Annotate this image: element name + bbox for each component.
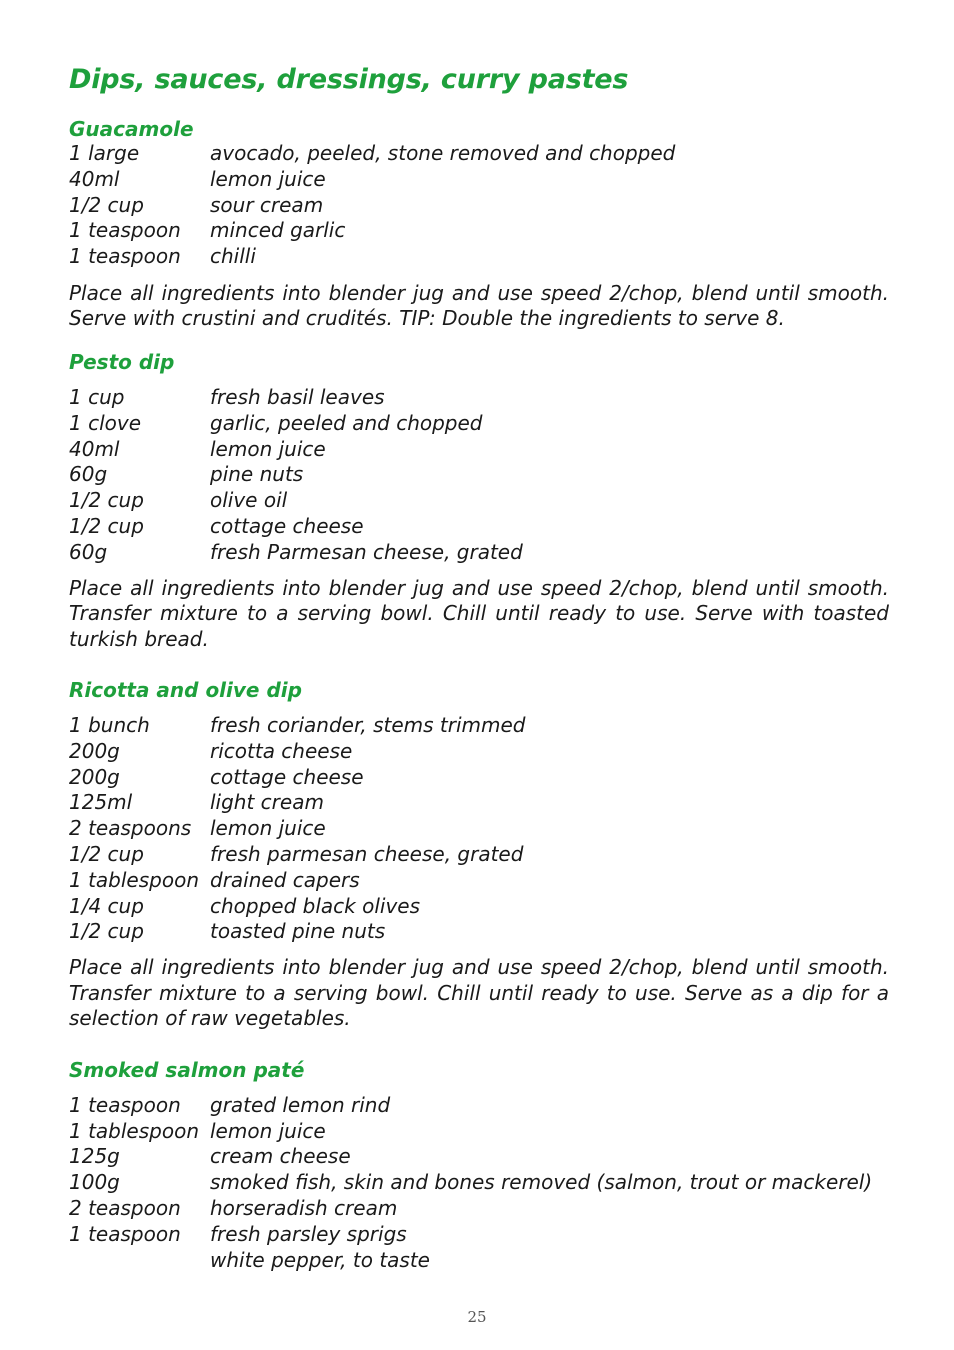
recipe-title: Pesto dip (69, 349, 175, 374)
ingredient-quantity: 40ml (69, 436, 120, 461)
ingredient-row (69, 713, 889, 739)
ingredient-row (69, 167, 889, 193)
ingredient-row (69, 437, 889, 463)
ingredient-quantity: 1 cup (69, 384, 125, 409)
ingredient-quantity: 1 teaspoon (69, 1092, 181, 1117)
ingredient-list (69, 1093, 889, 1274)
ingredient-quantity: 2 teaspoon (69, 1195, 181, 1220)
ingredient-name: chilli (210, 244, 256, 269)
ingredient-row (69, 193, 889, 219)
ingredient-row (69, 816, 889, 842)
ingredient-row (69, 1170, 889, 1196)
ingredient-name: ricotta cheese (210, 738, 353, 763)
ingredient-name: garlic, peeled and chopped (210, 410, 483, 435)
recipe-title: Smoked salmon paté (69, 1057, 305, 1082)
ingredient-name: toasted pine nuts (210, 919, 386, 944)
ingredient-row (69, 868, 889, 894)
ingredient-quantity: 1 clove (69, 410, 142, 435)
ingredient-name: minced garlic (210, 218, 346, 243)
ingredient-row (69, 1222, 889, 1248)
ingredient-row (69, 739, 889, 765)
recipe-title: Guacamole (69, 117, 194, 141)
ingredient-row (69, 1196, 889, 1222)
ingredient-quantity: 200g (69, 738, 120, 763)
ingredient-quantity: 60g (69, 539, 108, 564)
ingredient-name: cottage cheese (210, 764, 364, 789)
ingredient-row (69, 540, 889, 566)
recipe-method: Place all ingredients into blender jug and use speed 2/chop, blend until smooth. Serve with crustini and crudités. TIP: Double the ingredients to serve 8. (69, 280, 889, 331)
ingredient-list (69, 713, 889, 945)
ingredient-quantity: 1/2 cup (69, 192, 144, 217)
ingredient-name: avocado, peeled, stone removed and chopped (210, 141, 676, 165)
ingredient-list (69, 141, 889, 270)
ingredient-quantity: 125g (69, 1144, 120, 1169)
ingredient-row (69, 1144, 889, 1170)
ingredient-quantity: 1/2 cup (69, 513, 144, 538)
ingredient-name: lemon juice (210, 166, 326, 191)
ingredient-name: white pepper, to taste (210, 1247, 430, 1272)
ingredient-list (69, 385, 889, 566)
ingredient-quantity: 1 large (69, 141, 140, 165)
ingredient-name: chopped black olives (210, 893, 421, 918)
recipe-smoked-salmon-pate (69, 1056, 889, 1274)
ingredient-row (69, 765, 889, 791)
page-number: 25 (467, 1308, 487, 1326)
ingredient-name: fresh coriander, stems trimmed (210, 713, 526, 738)
ingredient-row (69, 244, 889, 270)
ingredient-name: lemon juice (210, 436, 326, 461)
recipe-guacamole (69, 116, 889, 332)
recipe-pesto-dip (69, 348, 889, 652)
ingredient-name: grated lemon rind (210, 1092, 391, 1117)
ingredient-row (69, 894, 889, 920)
ingredient-quantity: 1/4 cup (69, 893, 144, 918)
recipe-method: Place all ingredients into blender jug and use speed 2/chop, blend until smooth. Transfer mixture to a serving bowl. Chill until ready to use. Serve with toasted turkish bread. (69, 575, 889, 651)
ingredient-row (69, 411, 889, 437)
ingredient-quantity: 1 teaspoon (69, 244, 181, 269)
ingredient-quantity: 1/2 cup (69, 919, 144, 944)
ingredient-quantity (69, 1248, 210, 1274)
ingredient-name: pine nuts (210, 462, 304, 487)
ingredient-name: cottage cheese (210, 513, 364, 538)
ingredient-quantity: 1 tablespoon (69, 1118, 199, 1143)
ingredient-name: fresh parsley sprigs (210, 1221, 407, 1246)
ingredient-row (69, 462, 889, 488)
ingredient-name: fresh basil leaves (210, 384, 385, 409)
ingredient-row (69, 1119, 889, 1145)
ingredient-row (69, 790, 889, 816)
ingredient-quantity: 40ml (69, 166, 120, 191)
ingredient-row (69, 385, 889, 411)
recipe-page (69, 58, 889, 1273)
recipe-method: Place all ingredients into blender jug and use speed 2/chop, blend until smooth. Transfer mixture to a serving bowl. Chill until ready to use. Serve as a dip for a selection of raw vegetables. (69, 955, 889, 1031)
ingredient-quantity: 1 teaspoon (69, 218, 181, 243)
recipe-title: Ricotta and olive dip (69, 678, 302, 703)
ingredient-quantity: 1/2 cup (69, 488, 144, 513)
page-title: Dips, sauces, dressings, curry pastes (69, 64, 629, 95)
ingredient-name: lemon juice (210, 1118, 326, 1143)
ingredient-row (69, 488, 889, 514)
ingredient-quantity: 2 teaspoons (69, 816, 192, 841)
ingredient-row (69, 141, 889, 167)
ingredient-row (69, 842, 889, 868)
ingredient-quantity: 60g (69, 462, 108, 487)
ingredient-quantity: 1 teaspoon (69, 1221, 181, 1246)
ingredient-row (69, 218, 889, 244)
recipe-ricotta-olive-dip (69, 676, 889, 1032)
ingredient-name: olive oil (210, 488, 288, 513)
ingredient-name: smoked fish, skin and bones removed (salmon, trout or mackerel) (210, 1170, 873, 1195)
ingredient-row (69, 919, 889, 945)
ingredient-name: fresh parmesan cheese, grated (210, 842, 524, 867)
ingredient-quantity: 1/2 cup (69, 842, 144, 867)
ingredient-name: drained capers (210, 867, 360, 892)
ingredient-row (69, 1248, 889, 1274)
ingredient-name: lemon juice (210, 816, 326, 841)
ingredient-quantity: 200g (69, 764, 120, 789)
ingredient-name: cream cheese (210, 1144, 351, 1169)
ingredient-quantity: 1 bunch (69, 713, 150, 738)
ingredient-quantity: 100g (69, 1170, 120, 1195)
ingredient-name: fresh Parmesan cheese, grated (210, 539, 523, 564)
ingredient-name: light cream (210, 790, 324, 815)
ingredient-row (69, 1093, 889, 1119)
ingredient-quantity: 125ml (69, 790, 133, 815)
ingredient-name: horseradish cream (210, 1195, 398, 1220)
ingredient-quantity: 1 tablespoon (69, 867, 199, 892)
ingredient-name: sour cream (210, 192, 324, 217)
ingredient-row (69, 514, 889, 540)
